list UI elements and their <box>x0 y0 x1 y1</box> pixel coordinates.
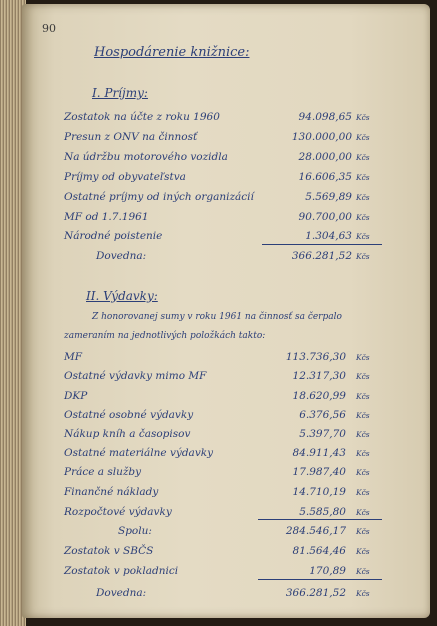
row-currency: Kčs <box>356 547 370 556</box>
ledger-page <box>22 4 430 618</box>
row-currency: Kčs <box>356 213 370 222</box>
row-amount: 1.304,63 <box>305 230 352 242</box>
note-line: Z honorovanej sumy v roku 1961 na činnosť sa čerpalo <box>92 312 342 322</box>
spolu-label: Spolu: <box>118 525 152 537</box>
row-currency: Kčs <box>356 193 370 202</box>
row-label: MF od 1.7.1961 <box>64 211 149 223</box>
row-amount: 90.700,00 <box>298 211 352 223</box>
row-currency: Kčs <box>356 232 370 241</box>
row-amount: 18.620,99 <box>292 390 346 402</box>
page-number: 90 <box>42 22 56 35</box>
row-label: Zostatok v pokladnici <box>64 565 179 577</box>
row-amount: 81.564,46 <box>292 545 346 557</box>
row-amount: 113.736,30 <box>285 351 346 363</box>
row-currency: Kčs <box>356 173 370 182</box>
row-label: Ostatné príjmy od iných organizácií <box>64 191 254 203</box>
section-heading-vydavky: II. Výdavky: <box>86 289 158 303</box>
row-amount: 5.569,89 <box>305 191 352 203</box>
row-currency: Kčs <box>356 153 370 162</box>
row-currency: Kčs <box>356 353 370 362</box>
row-label: Národné poistenie <box>64 230 163 242</box>
row-label: Presun z ONV na činnosť <box>64 131 198 143</box>
row-currency: Kčs <box>356 449 370 458</box>
row-amount: 16.606,35 <box>298 171 352 183</box>
row-currency: Kčs <box>356 392 370 401</box>
sum-rule <box>258 579 382 580</box>
sum-rule <box>262 244 382 245</box>
row-label: Práce a služby <box>64 466 142 478</box>
row-currency: Kčs <box>356 430 370 439</box>
row-currency: Kčs <box>356 488 370 497</box>
sum-rule <box>258 519 382 520</box>
row-currency: Kčs <box>356 133 370 142</box>
section-heading-prijmy: I. Príjmy: <box>92 86 148 100</box>
spolu-currency: Kčs <box>356 527 370 536</box>
row-label: Rozpočtové výdavky <box>64 506 172 518</box>
row-currency: Kčs <box>356 508 370 517</box>
total-label: Dovedna: <box>96 587 147 599</box>
row-currency: Kčs <box>356 567 370 576</box>
row-currency: Kčs <box>356 372 370 381</box>
page-title: Hospodárenie knižnice: <box>94 45 250 60</box>
row-label: Ostatné výdavky mimo MF <box>64 370 207 382</box>
total-currency: Kčs <box>356 589 370 598</box>
row-currency: Kčs <box>356 468 370 477</box>
row-amount: 14.710,19 <box>292 486 346 498</box>
row-amount: 94.098,65 <box>298 111 352 123</box>
row-label: Zostatok na účte z roku 1960 <box>64 111 220 123</box>
row-label: Príjmy od obyvateľstva <box>64 171 186 183</box>
row-amount: 84.911,43 <box>292 447 346 459</box>
row-label: Ostatné materiálne výdavky <box>64 447 214 459</box>
total-currency: Kčs <box>356 252 370 261</box>
row-label: MF <box>64 351 83 363</box>
row-amount: 5.397,70 <box>299 428 346 440</box>
row-label: Na údržbu motorového vozidla <box>64 151 228 163</box>
row-amount: 5.585,80 <box>299 506 346 518</box>
row-currency: Kčs <box>356 113 370 122</box>
row-amount: 130.000,00 <box>291 131 352 143</box>
row-amount: 28.000,00 <box>298 151 352 163</box>
row-amount: 170,89 <box>309 565 346 577</box>
total-amount: 366.281,52 <box>285 587 346 599</box>
row-label: Zostatok v SBČS <box>64 545 154 557</box>
row-amount: 17.987,40 <box>292 466 346 478</box>
total-amount: 366.281,52 <box>291 250 352 262</box>
spolu-amount: 284.546,17 <box>285 525 346 537</box>
row-label: DKP <box>64 390 88 402</box>
total-label: Dovedna: <box>96 250 147 262</box>
row-label: Ostatné osobné výdavky <box>64 409 194 421</box>
row-currency: Kčs <box>356 411 370 420</box>
note-line: zameraním na jednotlivých položkách takto: <box>64 331 266 341</box>
row-amount: 12.317,30 <box>292 370 346 382</box>
row-label: Finančné náklady <box>64 486 159 498</box>
row-label: Nákup kníh a časopisov <box>64 428 191 440</box>
row-amount: 6.376,56 <box>299 409 346 421</box>
